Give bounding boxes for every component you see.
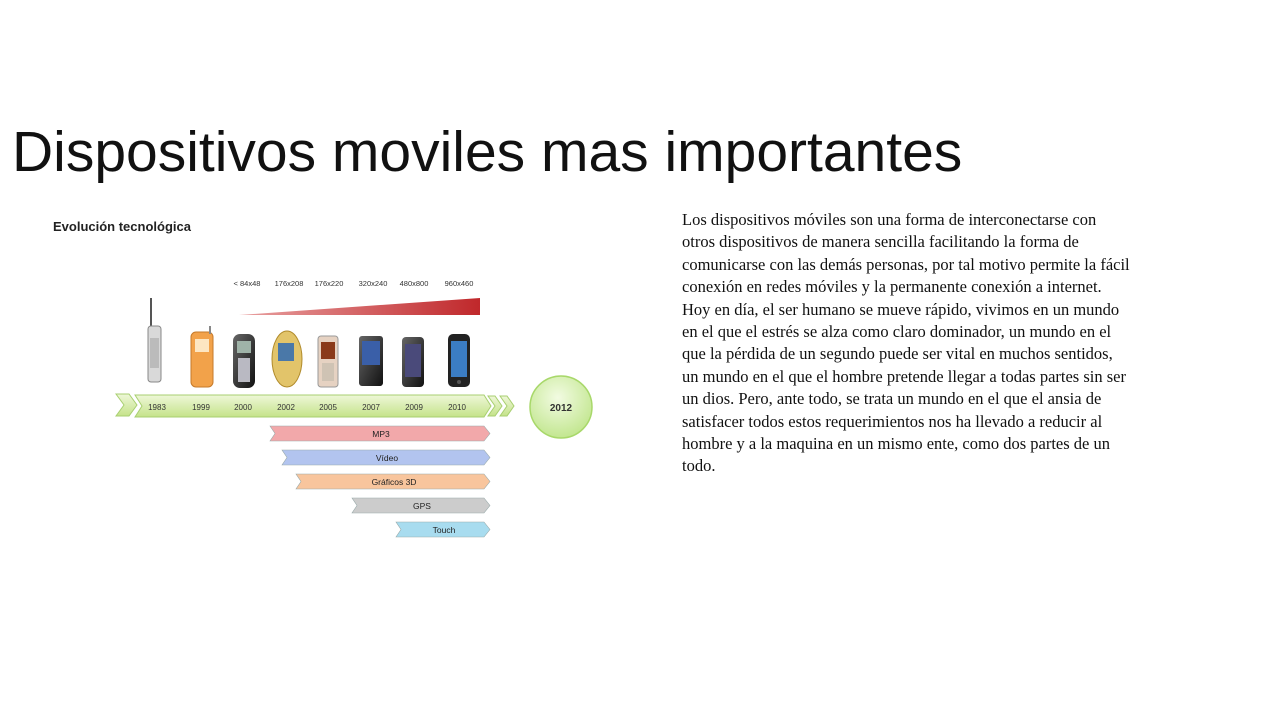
smartphone-icon xyxy=(402,337,424,387)
feature-bar xyxy=(352,498,490,513)
feature-bar xyxy=(270,426,490,441)
resolution-labels xyxy=(234,279,474,288)
resolution-trend-wedge xyxy=(239,298,480,315)
timeline-start-chevron xyxy=(116,394,137,416)
year-label: 2000 xyxy=(234,403,252,412)
nokia-phone-icon xyxy=(272,331,302,387)
feature-bar-label: Touch xyxy=(432,525,456,535)
resolution-label: 320x240 xyxy=(358,279,388,288)
feature-bar-label: MP3 xyxy=(372,429,390,439)
body-text xyxy=(682,209,1130,478)
walkman-phone-icon xyxy=(318,336,338,387)
feature-bar-label: GPS xyxy=(413,501,431,511)
slide-title: Dispositivos moviles mas importantes xyxy=(12,120,963,184)
future-year-label: 2012 xyxy=(549,403,573,414)
paragraph-intro: Los dispositivos móviles son una forma de interconectarse con otros dispositivos de manera sencilla facilitando la forma de comunicarse con las demás personas, por tal motivo permite la fácil conexión en redes móviles y la permanente conexión a internet. xyxy=(682,210,1130,297)
feature-bar-label: Vídeo xyxy=(375,453,399,463)
slider-phone-icon xyxy=(359,336,383,386)
nokia-3310-icon xyxy=(233,334,255,388)
feature-bar xyxy=(296,474,490,489)
year-label: 1999 xyxy=(192,403,210,412)
year-label: 2010 xyxy=(448,403,466,412)
diagram-title: Evolución tecnológica xyxy=(53,219,191,234)
paragraph-today: Hoy en día, el ser humano se mueve rápido, vivimos en un mundo en el que el estrés se alza como claro dominador, un mundo en el que la pérdida de un segundo puede ser vital en muchos sentidos, un mundo en el que el hombre pretende llegar a todas partes sin ser un dios. Pero, ante todo, se trata un mundo en el que el ansia de satisfacer todos estos requerimientos nos ha llevado a reducir al hombre y a la maquina en un mismo ente, como dos partes de un todo. xyxy=(682,299,1126,476)
resolution-label: < 84x48 xyxy=(233,279,261,288)
year-label: 2007 xyxy=(362,403,380,412)
feature-bar xyxy=(282,450,490,465)
resolution-label: 176x208 xyxy=(274,279,304,288)
evolution-diagram-svg xyxy=(44,208,624,553)
year-label: 2002 xyxy=(277,403,295,412)
year-label: 2005 xyxy=(319,403,337,412)
resolution-label: 960x460 xyxy=(444,279,474,288)
feature-bar xyxy=(396,522,490,537)
evolution-diagram xyxy=(44,208,624,553)
timeline-arrow xyxy=(135,395,491,417)
resolution-label: 480x800 xyxy=(399,279,429,288)
year-label: 2009 xyxy=(405,403,423,412)
year-label: 1983 xyxy=(148,403,166,412)
feature-bars xyxy=(270,426,490,537)
resolution-label: 176x220 xyxy=(314,279,344,288)
brick-phone-icon xyxy=(148,298,161,382)
bar-phone-icon xyxy=(191,326,213,387)
feature-bar-label: Gráficos 3D xyxy=(371,477,417,487)
iphone-icon xyxy=(448,334,470,387)
